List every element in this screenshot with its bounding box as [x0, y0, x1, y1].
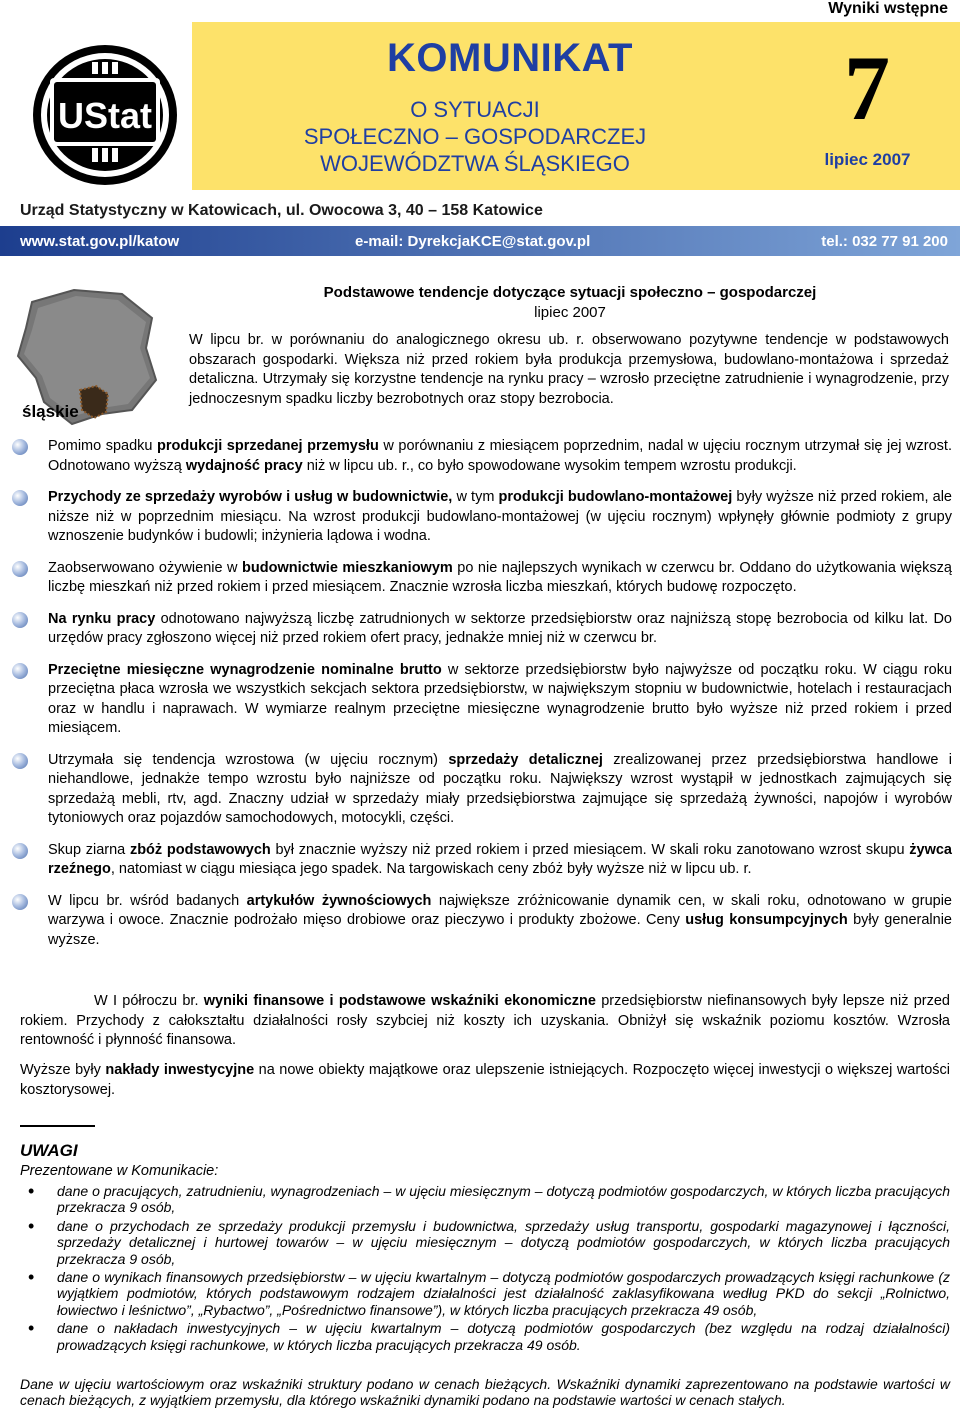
bold-text: Przeciętne miesięczne wynagrodzenie nominalne brutto [48, 661, 442, 678]
bullet-icon [12, 612, 28, 628]
bold-text: sprzedaży detalicznej [448, 751, 603, 768]
notes-intro: Prezentowane w Komunikacie: [20, 1163, 219, 1179]
bullet-icon [12, 894, 28, 910]
subtitle-line: WOJEWÓDZTWA ŚLĄSKIEGO [320, 151, 630, 176]
financial-paragraph [20, 992, 950, 1051]
subtitle-line: O SYTUACJI [410, 97, 540, 122]
notes-list [20, 1183, 950, 1355]
bullet-item [12, 488, 952, 547]
bullet-item [12, 751, 952, 829]
text-segment: były wyższe niż przed rokiem, ale niższe niż w poprzednim miesiącu. Na wzrost produkcji budowlano-montażowej (w ujęciu rocznym) wpłynęły głównie podmioty z grupy wznoszenie budynków i budowli; inżynieria lądowa i wodna. [48, 489, 952, 544]
text-segment: odnotowano najwyższą liczbę zatrudnionych w sektorze przedsiębiorstw oraz najniższą stopę bezrobocia od kilku lat. Do urzędów pracy zgłoszono więcej niż przed rokiem ofert pracy, jednakże mniej niż w czerwcu br. [48, 610, 952, 646]
text-segment: W I półroczu br. [94, 993, 204, 1009]
map-label: śląskie [22, 402, 79, 421]
text-segment: Skup ziarna [48, 841, 130, 858]
text-segment: Utrzymała się tendencja wzrostowa (w ujęciu rocznym) [48, 751, 449, 768]
text-segment: po nie najlepszych wynikach w czerwcu br. Oddano do użytkowania większą liczbę mieszkań niż przed rokiem i przed miesiącem. Znacznie wzrosła liczba mieszkań, których budowę rozpoczęto. [48, 559, 952, 595]
contact-bar [0, 226, 960, 256]
summary-text: W lipcu br. w porównaniu do analogicznego okresu ub. r. obserwowano pozytywne tendencje w podstawowych obszarach gospodarki. Większa niż przed rokiem była produkcja przemysłowa, budowlano-montażowa i sprzedaż detaliczna. Utrzymały się korzystne tendencje na rynku pracy – wzrosło przeciętne zatrudnienie i wynagrodzenie, przy jednoczesnym spadku liczby bezrobotnych oraz stopy bezrobocia. [189, 332, 949, 407]
text-segment: Zaobserwowano ożywienie w [48, 559, 243, 576]
bold-text: wydajność pracy [185, 457, 303, 474]
text-segment: w porównaniu z miesiącem poprzednim, nadal w ujęciu rocznym utrzymał się jej wzrost. Odnotowano wyższą [48, 438, 952, 474]
ustat-logo [30, 40, 180, 190]
bold-text: budownictwie mieszkaniowym [242, 559, 453, 576]
bullet-icon [12, 753, 28, 769]
email-link[interactable]: e-mail: DyrekcjaKCE@stat.gov.pl [355, 233, 591, 250]
text-segment: w sektorze przedsiębiorstw było najwyższe od początku roku. W ciągu roku przeciętna płaca wzrosła we wszystkich sekcjach sektora przedsiębiorstw, w największym stopniu w budownictwie, hotelach i restauracjach oraz w handlu i naprawach. W wymiarze realnym przeciętne miesięczne wynagrodzenie brutto było wyższe niż przed rokiem i przed miesiącem. [48, 661, 953, 736]
page-title: KOMUNIKAT [387, 36, 633, 80]
notes-item: • dane o pracujących, zatrudnieniu, wynagrodzeniach – w ujęciu miesięcznym – dotyczą podmiotów gospodarczych, w których liczba pracujących przekracza 9 osób, [20, 1183, 950, 1216]
highlights-list [12, 437, 952, 962]
logo-lettering: UStat [57, 95, 153, 136]
issue-date: lipiec 2007 [824, 150, 911, 169]
bold-text: usług konsumpcyjnych [685, 912, 848, 928]
results-label: Wyniki wstępne [828, 0, 948, 17]
bullet-item [12, 892, 952, 951]
office-address: Urząd Statystyczny w Katowicach, ul. Owocowa 3, 40 – 158 Katowice [20, 202, 543, 219]
text-segment: na nowe obiekty majątkowe oraz ulepszenie istniejących. Rozpoczęto więcej inwestycji o większej wartości kosztorysowej. [20, 1062, 951, 1098]
bullet-icon [12, 561, 28, 577]
bold-text: nakłady inwestycyjne [105, 1062, 255, 1078]
bold-text: artykułów żywnościowych [246, 892, 432, 909]
bold-text: Przychody ze sprzedaży wyrobów i usług w budownictwie, [48, 489, 453, 505]
issue-number: 7 [844, 37, 890, 139]
investment-paragraph [20, 1061, 950, 1100]
summary-title: Podstawowe tendencje dotyczące sytuacji społeczno – gospodarczej [323, 284, 817, 301]
notes-footer: Dane w ujęciu wartościowym oraz wskaźniki struktury podano w cenach bieżących. Wskaźniki dynamiki zaprezentowano na podstawie wartości w cenach bieżących, z wyjątkiem przemysłu, dla którego wskaźniki dynamiki podano na podstawie wartości w cenach stałych. [20, 1376, 950, 1409]
summary-date: lipiec 2007 [534, 304, 606, 321]
text-segment: , natomiast w ciągu miesiąca jego spadek. Na targowiskach ceny zbóż były wyższe niż w lipcu ub. r. [110, 861, 752, 877]
bold-text: produkcji sprzedanej przemysłu [157, 438, 379, 454]
text-segment: przedsiębiorstw niefinansowych były lepsze niż przed rokiem. Przychody z całokształtu działalności rosły szybciej niż koszty ich uzyskania. Obniżył się wskaźnik poziomu kosztów. Wzrosła rentowność i płynność finansowa. [20, 993, 950, 1048]
notes-divider [20, 1125, 95, 1127]
bold-text: wyniki finansowe i podstawowe wskaźniki ekonomiczne [203, 993, 596, 1009]
notes-item: • dane o wynikach finansowych przedsiębiorstw – w ujęciu kwartalnym – dotyczą podmiotów gospodarczych prowadzących księgi rachunkowe (z wyjątkiem podmiotów, których podstawowym rodzajem działalności jest działalność zaklasyfikowana według PKD do sekcji „Rolnictwo, łowiectwo i leśnictwo”, „Rybactwo”, „Pośrednictwo finansowe”), w których liczba pracujących przekracza 49 osób, [20, 1269, 950, 1318]
text-segment: największe zróżnicowanie dynamik cen, w skali roku, odnotowano w grupie warzywa i owoce. Znacznie podrożało mięso drobiowe oraz pieczywo i produkty zbożowe. Ceny [48, 892, 952, 928]
bold-text: zbóż podstawowych [129, 841, 271, 858]
website-link[interactable]: www.stat.gov.pl/katow [20, 233, 180, 250]
bold-text: Na rynku pracy [48, 610, 156, 627]
bullet-icon [12, 490, 28, 506]
bold-text: produkcji budowlano-montażowej [498, 489, 733, 505]
text-segment: W lipcu br. wśród badanych [48, 892, 247, 909]
bullet-item [12, 610, 952, 649]
subtitle-line: SPOŁECZNO – GOSPODARCZEJ [303, 124, 647, 149]
notes-heading: UWAGI [20, 1141, 78, 1160]
notes-item: • dane o nakładach inwestycyjnych – w ujęciu kwartalnym – dotyczą podmiotów gospodarczych (bez względu na rodzaj działalności) prowadzących księgi rachunkowe, w których liczba pracujących przekracza 49 osób. [20, 1320, 950, 1353]
text-segment: był znacznie wyższy niż przed rokiem i przed miesiącem. W skali roku zanotowano wzrost skupu [270, 841, 910, 858]
bullet-item [12, 841, 952, 880]
text-segment: niż w lipcu ub. r., co było spowodowane wysokim tempem wzrostu produkcji. [302, 457, 797, 474]
text-segment: Pomimo spadku [48, 438, 158, 454]
text-segment: zrealizowanej przez przedsiębiorstwa handlowe i niehandlowe, jednakże tempo wzrostu było najniższe od początku roku. Największy wzrost wystąpił w jednostkach zajmujących się sprzedażą mebli, rtv, agd. Znaczny udział w sprzedaży miały przedsiębiorstwa zajmujące się sprzedażą żywności, napojów i wyrobów tytoniowych oraz pojazdów samochodowych, motocykli, części. [48, 751, 953, 826]
bullet-item [12, 559, 952, 598]
text-segment: w tym [452, 489, 499, 505]
notes-item: • dane o przychodach ze sprzedaży produkcji przemysłu i budownictwa, sprzedaży usług transportu, gospodarki magazynowej i łączności, sprzedaży detalicznej i hurtowej towarów – w ujęciu miesięcznym – dotyczą podmiotów gospodarczych, w których liczba pracujących przekracza 9 osób, [20, 1218, 950, 1267]
bullet-item [12, 661, 952, 739]
phone-number: tel.: 032 77 91 200 [821, 233, 948, 250]
bullet-icon [12, 843, 28, 859]
bold-text: żywca rzeźnego [48, 841, 952, 877]
bullet-icon [12, 663, 28, 679]
bullet-icon [12, 439, 28, 455]
text-segment: Wyższe były [20, 1062, 106, 1078]
text-segment: były generalnie wyższe. [48, 912, 952, 948]
bullet-item [12, 437, 952, 476]
page-subtitle [250, 96, 700, 177]
